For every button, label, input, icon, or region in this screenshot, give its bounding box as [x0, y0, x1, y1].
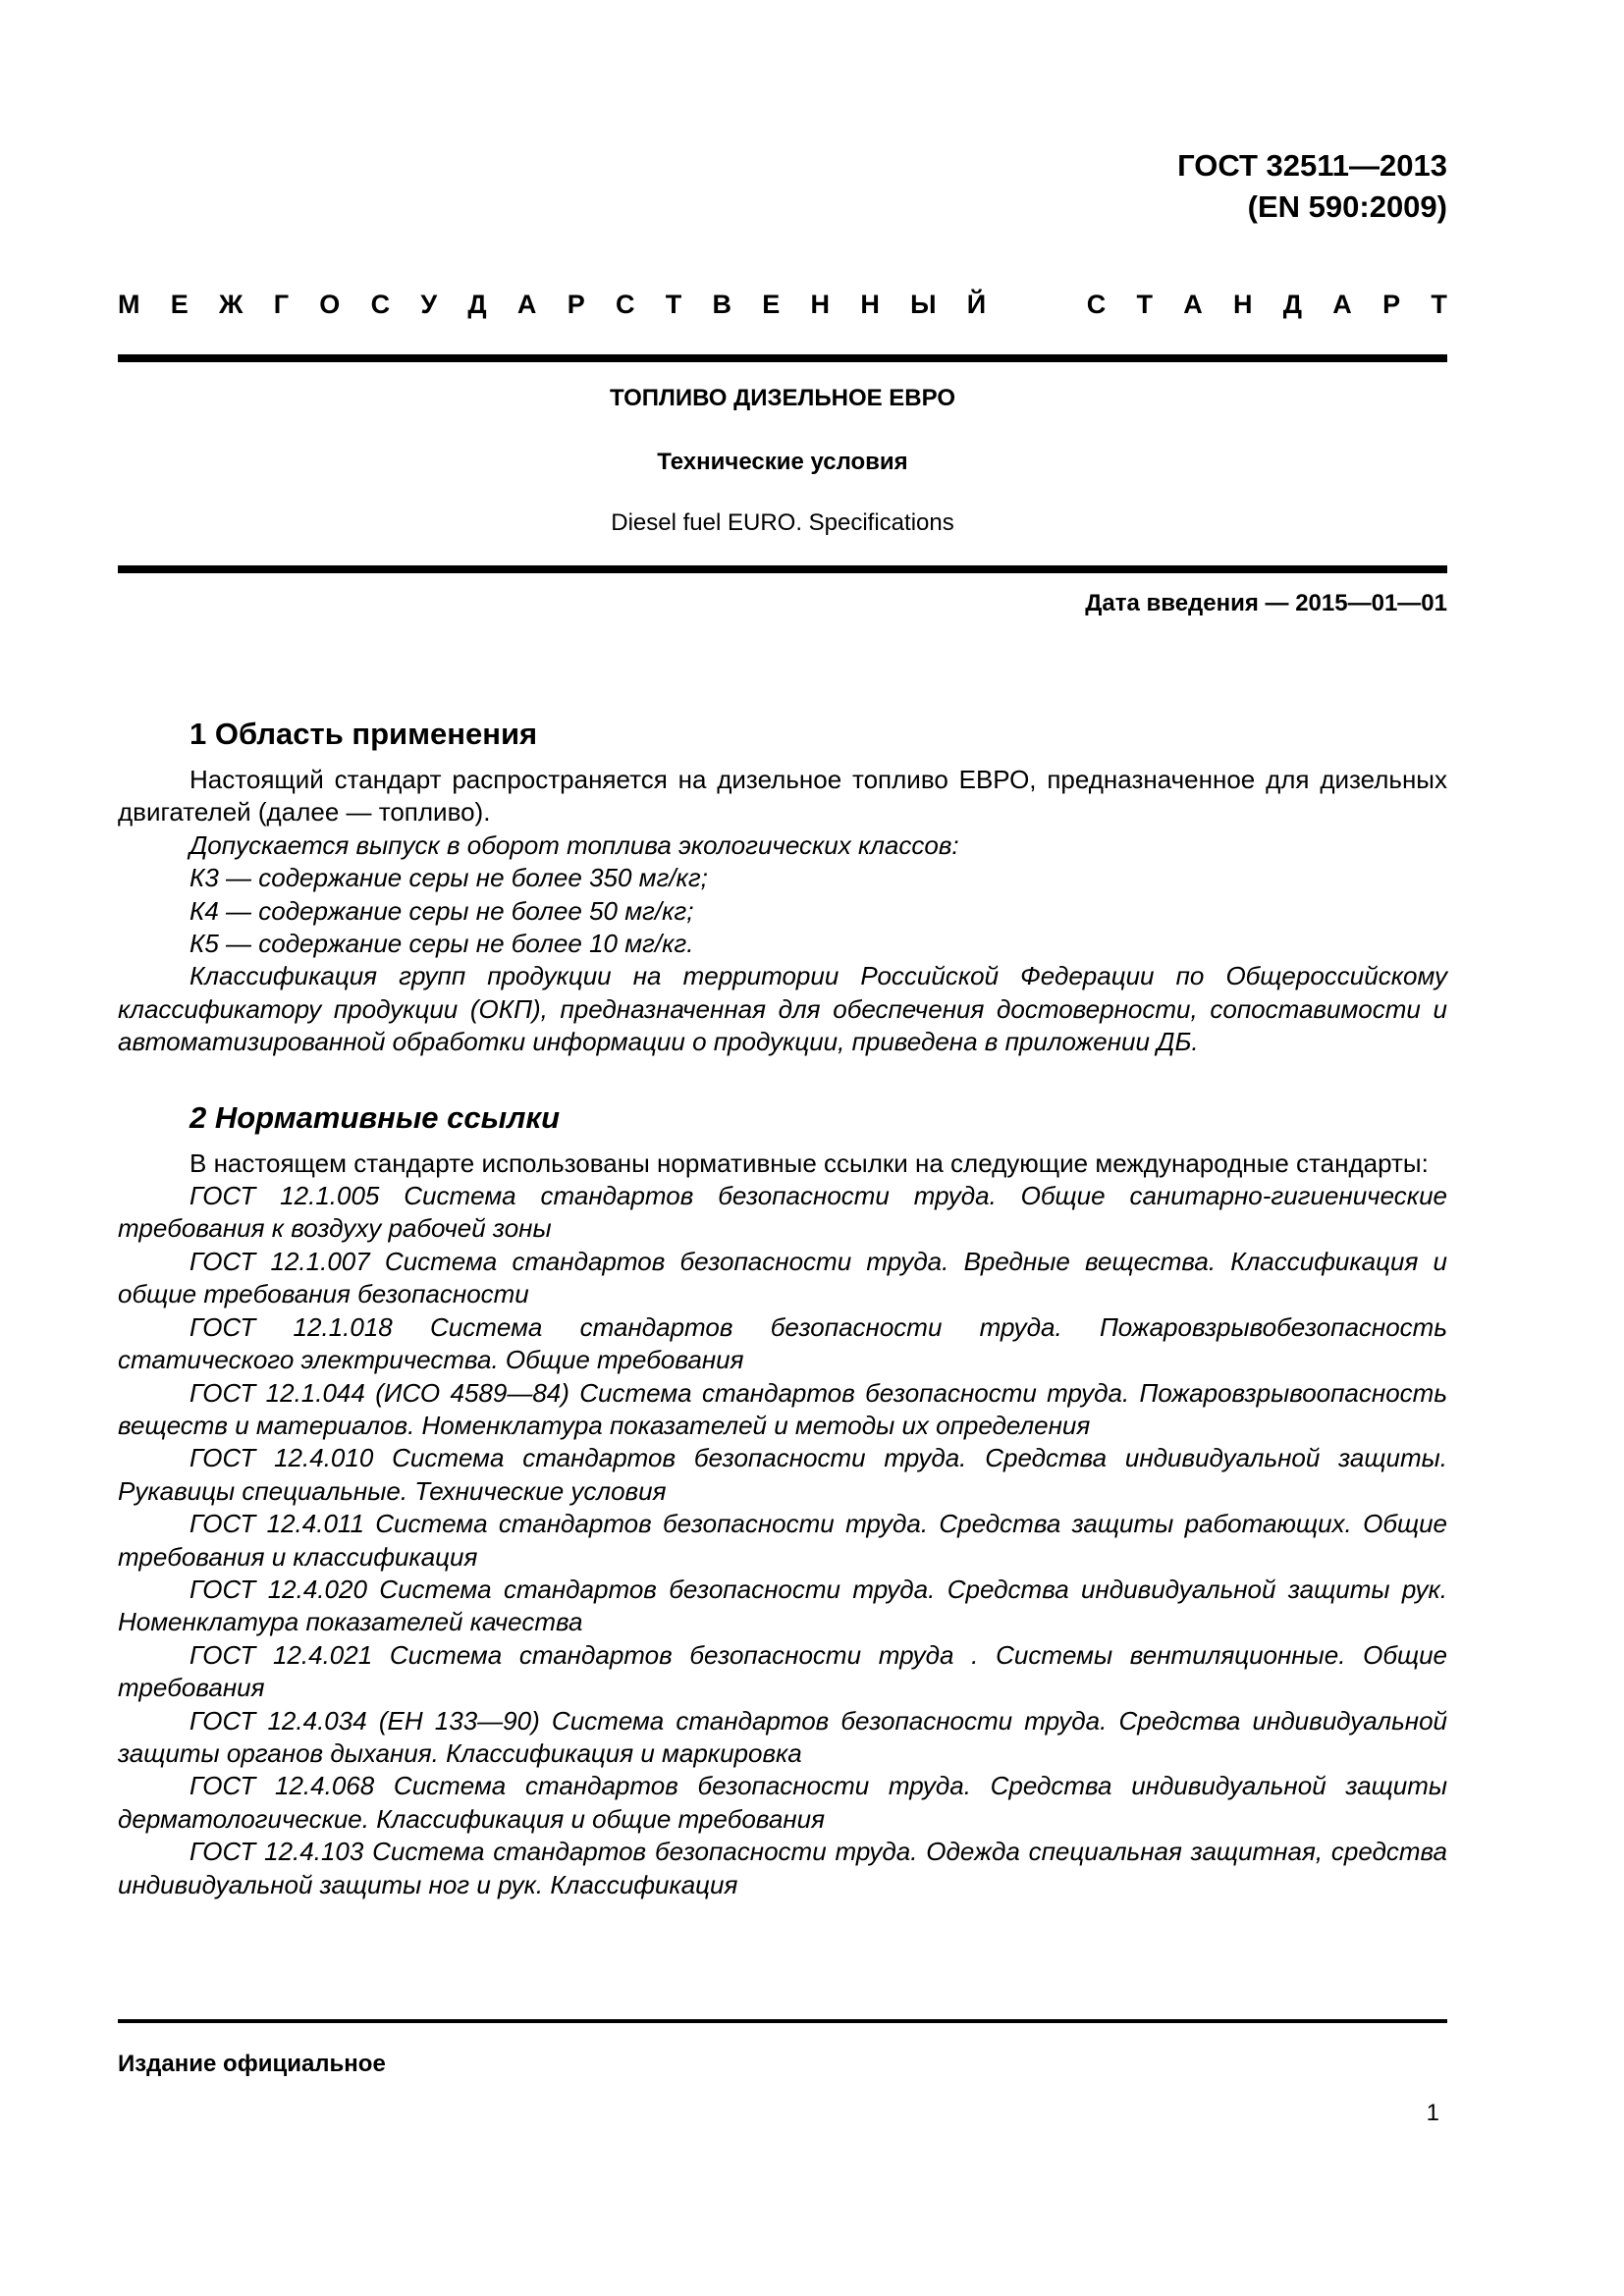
title-divider [118, 565, 1447, 573]
section-1-body [118, 764, 1447, 1059]
normative-reference-item: ГОСТ 12.4.010 Система стандартов безопасности труда. Средства индивидуальной защиты. Рукавицы специальные. Технические условия [118, 1443, 1447, 1506]
normative-reference-item: ГОСТ 12.4.034 (ЕН 133—90) Система стандартов безопасности труда. Средства индивидуальной защиты органов дыхания. Классификация и маркировка [118, 1705, 1447, 1768]
normative-reference-item: В настоящем стандарте использованы нормативные ссылки на следующие международные стандарты: [189, 1148, 1429, 1178]
standard-type-letter: С [615, 290, 635, 319]
standard-type-letter: Ы [910, 290, 937, 319]
standard-type-letter: Е [170, 290, 189, 319]
standard-type-letter: Р [567, 290, 585, 319]
standard-type-letter: М [118, 290, 140, 319]
normative-reference-item: ГОСТ 12.4.011 Система стандартов безопасности труда. Средства защиты работающих. Общие требования и классификация [118, 1509, 1447, 1572]
document-title: ТОПЛИВО ДИЗЕЛЬНОЕ ЕВРО [610, 385, 955, 411]
standard-type-letter: Н [860, 290, 880, 319]
section-1-heading: 1 Область применения [189, 717, 538, 751]
standard-type-letter: С [1086, 290, 1107, 319]
document-title-english: Diesel fuel EURO. Specifications [611, 509, 954, 536]
section-1-paragraph: Настоящий стандарт распространяется на дизельное топливо ЕВРО, предназначенное для дизельных двигателей (далее — топливо). [118, 765, 1447, 828]
standard-type-letter: У [420, 290, 438, 319]
normative-reference-item: ГОСТ 12.4.068 Система стандартов безопасности труда. Средства индивидуальной защиты дерматологические. Классификация и общие требования [118, 1771, 1447, 1834]
section-1-paragraph: Классификация групп продукции на территории Российской Федерации по Общероссийскому классификатору продукции (ОКП), предназначенная для обеспечения достоверности, сопоставимости и автоматизированной обработки информации о продукции, приведена в приложении ДБ. [118, 961, 1447, 1057]
footer-divider [118, 2019, 1447, 2023]
standard-type-letter: А [1332, 290, 1352, 319]
section-2-body [118, 1148, 1447, 1901]
standard-type-letter: Е [762, 290, 781, 319]
normative-reference-item: ГОСТ 12.4.103 Система стандартов безопасности труда. Одежда специальная защитная, средства индивидуальной защиты ног и рук. Классификация [118, 1837, 1447, 1899]
standard-type-letter: Н [810, 290, 831, 319]
document-number [1177, 145, 1447, 228]
section-1-paragraph: К5 — содержание серы не более 10 мг/кг. [189, 929, 694, 959]
section-2-heading: 2 Нормативные ссылки [189, 1099, 561, 1135]
normative-reference-item: ГОСТ 12.1.018 Система стандартов безопасности труда. Пожаровзрывобезопасность статического электричества. Общие требования [118, 1311, 1447, 1375]
standard-type-letter: Н [1233, 290, 1253, 319]
official-edition-label: Издание официальное [118, 2051, 386, 2077]
standard-type-heading [118, 290, 1447, 320]
section-1-paragraph: К3 — содержание серы не более 350 мг/кг; [189, 863, 708, 893]
document-number-gost: ГОСТ 32511—2013 [1177, 148, 1447, 183]
standard-type-letter: Г [273, 290, 290, 319]
standard-type-letter: А [516, 290, 537, 319]
normative-reference-item: ГОСТ 12.4.021 Система стандартов безопасности труда . Системы вентиляционные. Общие требования [118, 1639, 1447, 1703]
standard-type-letter: А [1183, 290, 1203, 319]
normative-reference-item: ГОСТ 12.4.020 Система стандартов безопасности труда. Средства индивидуальной защиты рук. Номенклатура показателей качества [118, 1574, 1447, 1637]
standard-type-letter: Д [1282, 290, 1303, 319]
standard-type-letter: Р [1382, 290, 1401, 319]
standard-type-letter: С [370, 290, 391, 319]
standard-type-letter: Й [966, 290, 987, 319]
section-1-paragraph: К4 — содержание серы не более 50 мг/кг; [189, 895, 694, 926]
standard-type-letter: В [712, 290, 731, 319]
header-divider [118, 354, 1447, 362]
section-1-paragraph: Допускается выпуск в оборот топлива экологических классов: [189, 829, 959, 860]
document-number-en: (EN 590:2009) [1247, 189, 1447, 224]
document-subtitle: Технические условия [657, 449, 908, 475]
standard-type-letter: Т [1431, 290, 1447, 319]
normative-reference-item: ГОСТ 12.1.005 Система стандартов безопасности труда. Общие санитарно-гигиенические требования к воздуху рабочей зоны [118, 1181, 1447, 1244]
page-number: 1 [1426, 2100, 1439, 2126]
standard-type-letter: О [319, 290, 341, 319]
standard-type-letter: Т [665, 290, 682, 319]
normative-reference-item: ГОСТ 12.1.007 Система стандартов безопасности труда. Вредные вещества. Классификация и общие требования безопасности [118, 1246, 1447, 1309]
introduction-date: Дата введения — 2015—01—01 [1085, 590, 1447, 616]
normative-reference-item: ГОСТ 12.1.044 (ИСО 4589—84) Система стандартов безопасности труда. Пожаровзрывоопасность веществ и материалов. Номенклатура показателей и методы их определения [118, 1377, 1447, 1440]
standard-type-letter: Ж [219, 290, 244, 319]
standard-type-letter: Д [467, 290, 487, 319]
standard-type-letter: Т [1136, 290, 1153, 319]
document-body [118, 715, 1447, 1901]
